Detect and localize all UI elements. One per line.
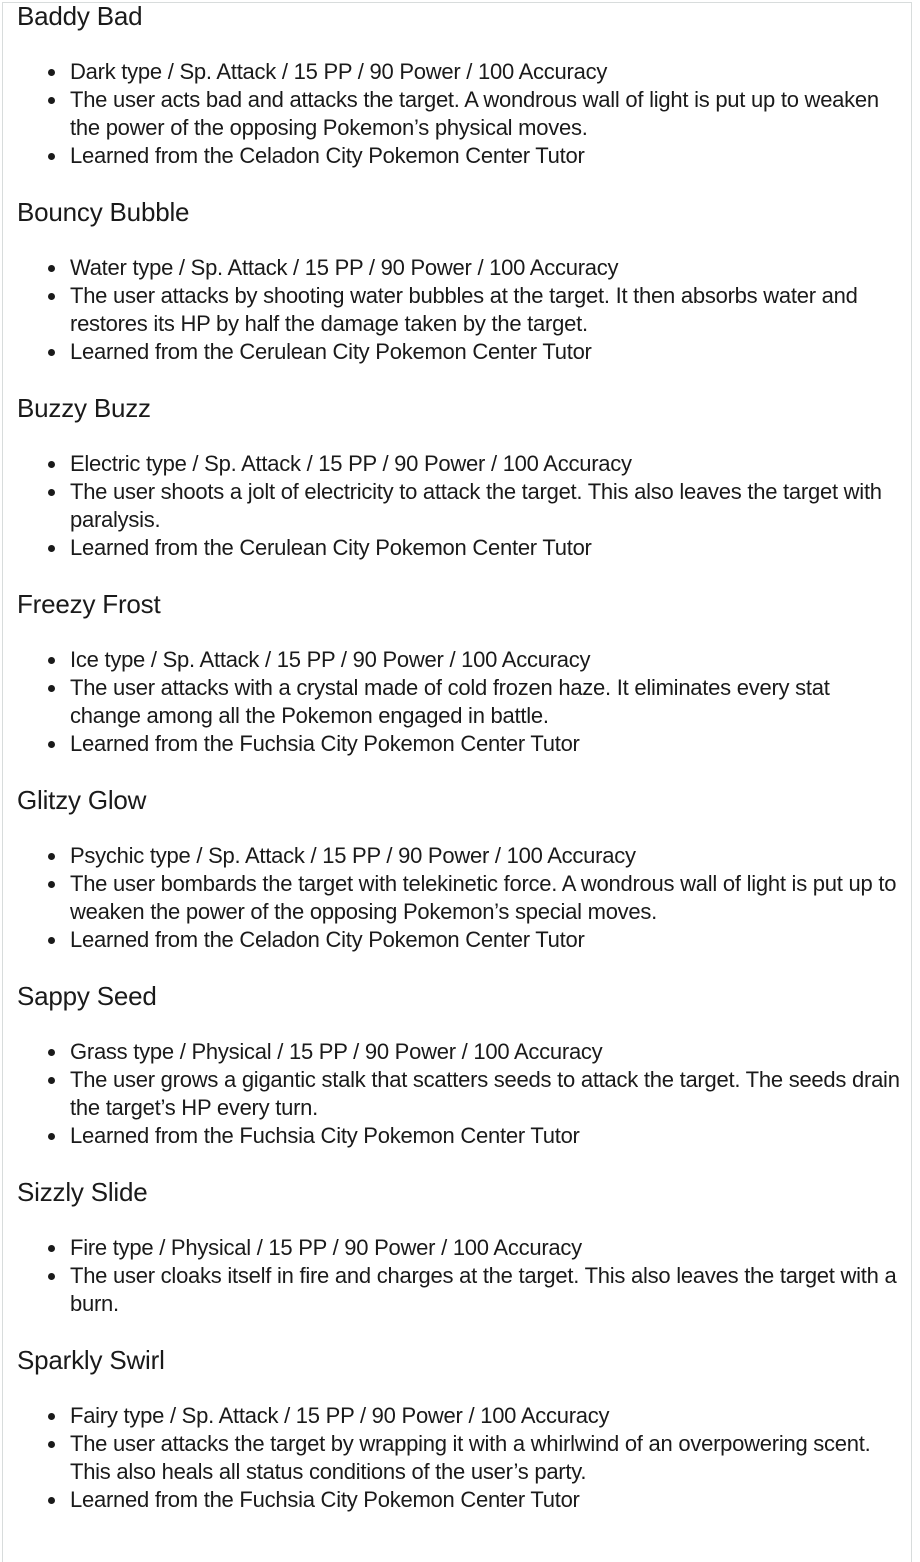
move-section-baddy-bad: [17, 0, 902, 170]
move-details: [17, 450, 902, 562]
move-stats: Electric type / Sp. Attack / 15 PP / 90 Power / 100 Accuracy: [17, 450, 902, 478]
move-effect: The user bombards the target with telekinetic force. A wondrous wall of light is put up to weaken the power of the opposing Pokemon’s special moves.: [17, 870, 902, 926]
move-details: [17, 58, 902, 170]
move-title: Bouncy Bubble: [17, 197, 190, 227]
move-section-sparkly-swirl: [17, 1344, 902, 1514]
move-effect: The user attacks with a crystal made of cold frozen haze. It eliminates every stat change among all the Pokemon engaged in battle.: [17, 674, 902, 730]
move-title: Buzzy Buzz: [17, 393, 151, 423]
move-source: Learned from the Celadon City Pokemon Center Tutor: [17, 142, 902, 170]
move-title: Sappy Seed: [17, 981, 157, 1011]
move-source: Learned from the Fuchsia City Pokemon Center Tutor: [17, 1486, 902, 1514]
move-title: Sizzly Slide: [17, 1177, 148, 1207]
move-effect: The user cloaks itself in fire and charges at the target. This also leaves the target with a burn.: [17, 1262, 902, 1318]
move-stats: Psychic type / Sp. Attack / 15 PP / 90 Power / 100 Accuracy: [17, 842, 902, 870]
move-source: Learned from the Cerulean City Pokemon Center Tutor: [17, 534, 902, 562]
move-effect: The user grows a gigantic stalk that scatters seeds to attack the target. The seeds drain the target’s HP every turn.: [17, 1066, 902, 1122]
move-effect: The user attacks by shooting water bubbles at the target. It then absorbs water and restores its HP by half the damage taken by the target.: [17, 282, 902, 338]
move-stats: Grass type / Physical / 15 PP / 90 Power / 100 Accuracy: [17, 1038, 902, 1066]
move-effect: The user attacks the target by wrapping it with a whirlwind of an overpowering scent. This also heals all status conditions of the user’s party.: [17, 1430, 902, 1486]
move-section-freezy-frost: [17, 588, 902, 758]
move-stats: Dark type / Sp. Attack / 15 PP / 90 Power / 100 Accuracy: [17, 58, 902, 86]
move-details: [17, 1038, 902, 1150]
move-title: Baddy Bad: [17, 1, 143, 31]
move-source: Learned from the Fuchsia City Pokemon Center Tutor: [17, 1122, 902, 1150]
move-details: [17, 1234, 902, 1318]
move-section-buzzy-buzz: [17, 392, 902, 562]
move-title: Glitzy Glow: [17, 785, 147, 815]
move-title: Sparkly Swirl: [17, 1345, 165, 1375]
move-section-sappy-seed: [17, 980, 902, 1150]
move-stats: Fairy type / Sp. Attack / 15 PP / 90 Power / 100 Accuracy: [17, 1402, 902, 1430]
move-details: [17, 646, 902, 758]
move-source: Learned from the Fuchsia City Pokemon Center Tutor: [17, 730, 902, 758]
move-details: [17, 842, 902, 954]
move-section-glitzy-glow: [17, 784, 902, 954]
move-effect: The user acts bad and attacks the target. A wondrous wall of light is put up to weaken the power of the opposing Pokemon’s physical moves.: [17, 86, 902, 142]
move-details: [17, 1402, 902, 1514]
move-stats: Ice type / Sp. Attack / 15 PP / 90 Power / 100 Accuracy: [17, 646, 902, 674]
move-stats: Water type / Sp. Attack / 15 PP / 90 Power / 100 Accuracy: [17, 254, 902, 282]
move-details: [17, 254, 902, 366]
move-stats: Fire type / Physical / 15 PP / 90 Power / 100 Accuracy: [17, 1234, 902, 1262]
move-list: [17, 0, 902, 1514]
move-section-sizzly-slide: [17, 1176, 902, 1318]
move-source: Learned from the Cerulean City Pokemon Center Tutor: [17, 338, 902, 366]
move-section-bouncy-bubble: [17, 196, 902, 366]
move-source: Learned from the Celadon City Pokemon Center Tutor: [17, 926, 902, 954]
move-title: Freezy Frost: [17, 589, 161, 619]
move-effect: The user shoots a jolt of electricity to attack the target. This also leaves the target with paralysis.: [17, 478, 902, 534]
